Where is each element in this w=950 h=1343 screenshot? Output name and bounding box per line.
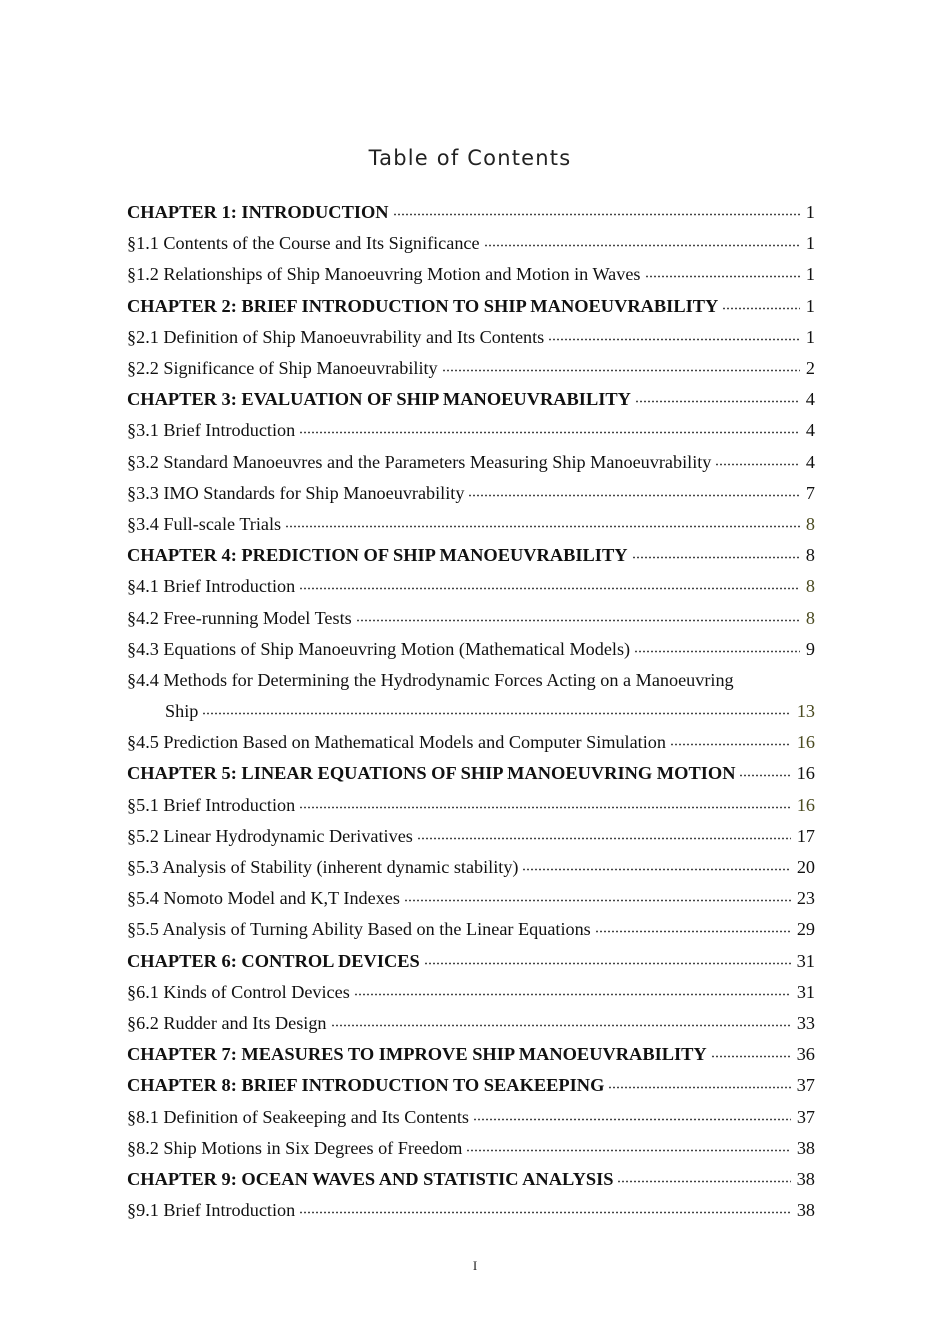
dot-leader: [548, 337, 800, 341]
toc-entry-label: §3.4 Full-scale Trials: [127, 514, 285, 535]
toc-chapter-entry[interactable]: [127, 291, 815, 322]
toc-entry-label: CHAPTER 1: INTRODUCTION: [127, 202, 393, 223]
page-title: Table of Contents: [368, 146, 572, 170]
dot-leader: [595, 930, 791, 934]
toc-section-entry[interactable]: [127, 1008, 815, 1039]
dot-leader: [722, 306, 799, 310]
dot-leader: [715, 462, 800, 466]
toc-entry-page-number: 1: [805, 202, 815, 223]
toc-entry-page-number: 1: [805, 326, 815, 347]
toc-entry-page-number: 1: [805, 295, 815, 316]
toc-section-entry[interactable]: [127, 634, 815, 665]
dot-leader: [645, 275, 800, 279]
dot-leader: [635, 400, 800, 404]
toc-section-entry[interactable]: [127, 1101, 815, 1132]
toc-entry-page-number: 20: [796, 857, 815, 878]
toc-entry-page-number: 4: [805, 420, 815, 441]
toc-entry-page-number: 33: [796, 1012, 815, 1033]
dot-leader: [522, 868, 790, 872]
toc-section-entry[interactable]: [127, 852, 815, 883]
table-of-contents: [127, 197, 815, 1226]
dot-leader: [466, 1148, 790, 1152]
toc-entry-label: CHAPTER 9: OCEAN WAVES AND STATISTIC ANALYSIS: [127, 1169, 617, 1190]
toc-entry-label: §2.2 Significance of Ship Manoeuvrability: [127, 358, 442, 379]
toc-entry-label: §3.1 Brief Introduction: [127, 420, 299, 441]
dot-leader: [285, 524, 800, 528]
toc-entry-label: CHAPTER 7: MEASURES TO IMPROVE SHIP MANOEUVRABILITY: [127, 1044, 711, 1065]
toc-chapter-entry[interactable]: [127, 1070, 815, 1101]
dot-leader: [617, 1179, 790, 1183]
toc-section-entry[interactable]: [127, 602, 815, 633]
toc-section-entry[interactable]: [127, 571, 815, 602]
toc-chapter-entry[interactable]: [127, 1164, 815, 1195]
toc-entry-label: §1.1 Contents of the Course and Its Significance: [127, 233, 484, 254]
toc-entry-label: §3.2 Standard Manoeuvres and the Parameters Measuring Ship Manoeuvrability: [127, 452, 715, 473]
toc-entry-label: §4.3 Equations of Ship Manoeuvring Motion (Mathematical Models): [127, 639, 634, 660]
toc-entry-page-number: 38: [796, 1137, 815, 1158]
toc-entry-page-number: 1: [805, 233, 815, 254]
toc-entry-page-number: 13: [796, 701, 815, 722]
toc-section-entry[interactable]: [127, 977, 815, 1008]
dot-leader: [202, 712, 790, 716]
dot-leader: [299, 431, 800, 435]
dot-leader: [354, 992, 791, 996]
dot-leader: [484, 244, 800, 248]
dot-leader: [739, 774, 790, 778]
toc-entry-page-number: 37: [796, 1075, 815, 1096]
toc-section-entry[interactable]: [127, 665, 815, 696]
toc-section-entry[interactable]: [127, 322, 815, 353]
toc-entry-label: CHAPTER 4: PREDICTION OF SHIP MANOEUVRABILITY: [127, 545, 632, 566]
toc-entry-page-number: 2: [805, 358, 815, 379]
toc-entry-label: §4.5 Prediction Based on Mathematical Models and Computer Simulation: [127, 732, 670, 753]
toc-entry-page-number: 8: [805, 607, 815, 628]
toc-section-entry[interactable]: [127, 914, 815, 945]
dot-leader: [299, 805, 791, 809]
toc-entry-label: §5.5 Analysis of Turning Ability Based on the Linear Equations: [127, 919, 595, 940]
toc-entry-label: §5.1 Brief Introduction: [127, 795, 299, 816]
toc-entry-page-number: 38: [796, 1200, 815, 1221]
toc-entry-label: §2.1 Definition of Ship Manoeuvrability and Its Contents: [127, 327, 548, 348]
dot-leader: [711, 1055, 791, 1059]
toc-entry-page-number: 16: [796, 763, 815, 784]
toc-entry-page-number: 1: [805, 264, 815, 285]
toc-entry-page-number: 38: [796, 1168, 815, 1189]
toc-section-entry[interactable]: [127, 353, 815, 384]
toc-entry-page-number: 31: [796, 950, 815, 971]
toc-section-entry[interactable]: [127, 415, 815, 446]
page-footer-number: I: [472, 1258, 478, 1273]
dot-leader: [473, 1117, 791, 1121]
toc-entry-label: §5.2 Linear Hydrodynamic Derivatives: [127, 826, 417, 847]
toc-section-entry[interactable]: [127, 696, 815, 727]
toc-section-entry[interactable]: [127, 259, 815, 290]
toc-entry-page-number: 16: [796, 794, 815, 815]
toc-entry-label: §4.2 Free-running Model Tests: [127, 608, 356, 629]
toc-entry-page-number: 4: [805, 389, 815, 410]
toc-entry-label: §4.1 Brief Introduction: [127, 576, 299, 597]
dot-leader: [634, 649, 800, 653]
toc-entry-page-number: 36: [796, 1044, 815, 1065]
dot-leader: [404, 899, 791, 903]
dot-leader: [670, 743, 791, 747]
dot-leader: [442, 369, 800, 373]
toc-section-entry[interactable]: [127, 1133, 815, 1164]
toc-entry-label: §4.4 Methods for Determining the Hydrodynamic Forces Acting on a Manoeuvring: [127, 670, 738, 691]
toc-entry-page-number: 16: [796, 732, 815, 753]
toc-section-entry[interactable]: [127, 883, 815, 914]
toc-section-entry[interactable]: [127, 821, 815, 852]
dot-leader: [417, 836, 791, 840]
toc-entry-label: CHAPTER 3: EVALUATION OF SHIP MANOEUVRABILITY: [127, 389, 635, 410]
dot-leader: [393, 213, 800, 217]
toc-entry-page-number: 8: [805, 513, 815, 534]
toc-entry-label: §5.4 Nomoto Model and K,T Indexes: [127, 888, 404, 909]
toc-entry-page-number: 7: [805, 482, 815, 503]
toc-entry-label: CHAPTER 6: CONTROL DEVICES: [127, 951, 424, 972]
toc-entry-page-number: 31: [796, 981, 815, 1002]
dot-leader: [608, 1086, 790, 1090]
toc-entry-label: §8.2 Ship Motions in Six Degrees of Freedom: [127, 1138, 466, 1159]
toc-entry-page-number: 8: [805, 545, 815, 566]
dot-leader: [331, 1023, 791, 1027]
toc-entry-page-number: 37: [796, 1106, 815, 1127]
toc-chapter-entry[interactable]: [127, 540, 815, 571]
toc-section-entry[interactable]: [127, 228, 815, 259]
toc-entry-label: §3.3 IMO Standards for Ship Manoeuvrability: [127, 483, 468, 504]
toc-entry-page-number: 4: [805, 451, 815, 472]
toc-section-entry[interactable]: [127, 1195, 815, 1226]
toc-entry-page-number: 9: [805, 638, 815, 659]
dot-leader: [356, 618, 800, 622]
dot-leader: [468, 493, 799, 497]
toc-entry-page-number: 29: [796, 919, 815, 940]
toc-entry-label: CHAPTER 5: LINEAR EQUATIONS OF SHIP MANOEUVRING MOTION: [127, 763, 739, 784]
toc-entry-page-number: 8: [805, 576, 815, 597]
toc-section-entry[interactable]: [127, 447, 815, 478]
dot-leader: [632, 556, 800, 560]
toc-entry-page-number: 23: [796, 888, 815, 909]
toc-chapter-entry[interactable]: [127, 946, 815, 977]
toc-section-entry[interactable]: [127, 509, 815, 540]
dot-leader: [299, 1211, 791, 1215]
toc-chapter-entry[interactable]: [127, 1039, 815, 1070]
toc-section-entry[interactable]: [127, 478, 815, 509]
dot-leader: [299, 587, 800, 591]
toc-entry-label: §6.2 Rudder and Its Design: [127, 1013, 331, 1034]
toc-chapter-entry[interactable]: [127, 197, 815, 228]
toc-section-entry[interactable]: [127, 790, 815, 821]
toc-entry-label: §9.1 Brief Introduction: [127, 1200, 299, 1221]
toc-section-entry[interactable]: [127, 727, 815, 758]
toc-entry-label: §6.1 Kinds of Control Devices: [127, 982, 354, 1003]
toc-entry-label: CHAPTER 2: BRIEF INTRODUCTION TO SHIP MANOEUVRABILITY: [127, 296, 722, 317]
toc-entry-label: §5.3 Analysis of Stability (inherent dynamic stability): [127, 857, 522, 878]
toc-chapter-entry[interactable]: [127, 758, 815, 789]
toc-entry-label: Ship: [165, 701, 202, 722]
toc-entry-label: CHAPTER 8: BRIEF INTRODUCTION TO SEAKEEPING: [127, 1075, 608, 1096]
dot-leader: [424, 961, 791, 965]
toc-entry-label: §8.1 Definition of Seakeeping and Its Contents: [127, 1107, 473, 1128]
toc-entry-page-number: 17: [796, 825, 815, 846]
toc-chapter-entry[interactable]: [127, 384, 815, 415]
toc-entry-label: §1.2 Relationships of Ship Manoeuvring Motion and Motion in Waves: [127, 264, 645, 285]
